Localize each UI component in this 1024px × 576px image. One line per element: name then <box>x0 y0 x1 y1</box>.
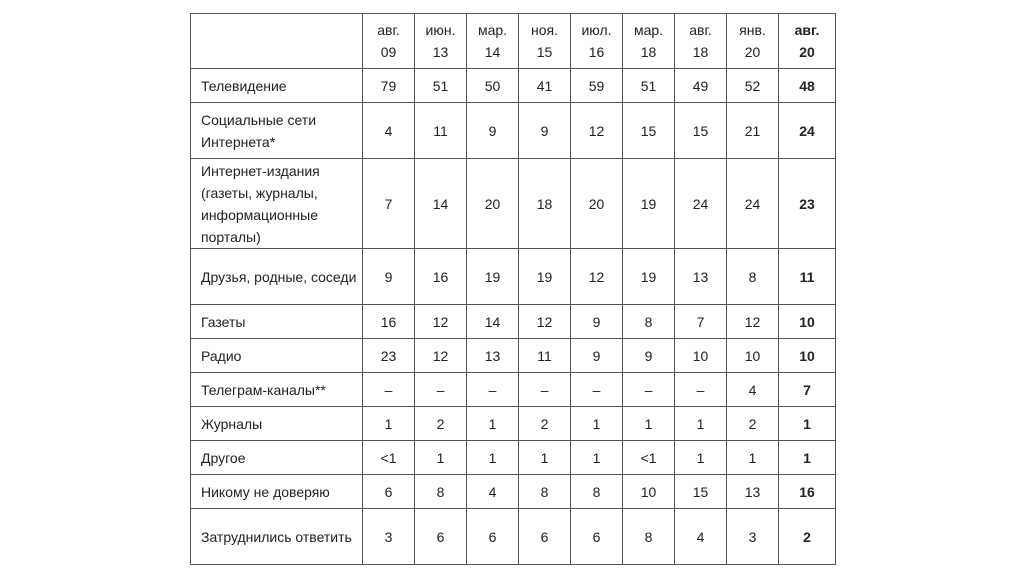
table-cell: 24 <box>675 159 727 249</box>
table-cell: 4 <box>363 103 415 159</box>
table-cell: 10 <box>675 339 727 373</box>
table-cell: 12 <box>415 305 467 339</box>
column-header <box>727 14 779 69</box>
row-label: Журналы <box>191 407 363 441</box>
table-cell: 41 <box>519 69 571 103</box>
table-cell: – <box>571 373 623 407</box>
header-row <box>191 14 836 69</box>
table-cell: <1 <box>623 441 675 475</box>
table-cell: 16 <box>363 305 415 339</box>
table-cell: 1 <box>779 441 836 475</box>
table-cell: 8 <box>415 475 467 509</box>
table-cell: 16 <box>415 249 467 305</box>
table-cell: 1 <box>467 407 519 441</box>
table-cell: 23 <box>779 159 836 249</box>
table-cell: 1 <box>623 407 675 441</box>
table-row <box>191 103 836 159</box>
table-cell: 52 <box>727 69 779 103</box>
column-header-month: авг. <box>689 22 712 38</box>
column-header-year: 14 <box>484 44 501 60</box>
row-label: Другое <box>191 441 363 475</box>
column-header <box>363 14 415 69</box>
table-cell: 3 <box>363 509 415 565</box>
table-cell: 12 <box>727 305 779 339</box>
table-cell: 12 <box>519 305 571 339</box>
corner-cell <box>191 14 363 69</box>
table-cell: 2 <box>727 407 779 441</box>
table-cell: 4 <box>727 373 779 407</box>
row-label: Друзья, родные, соседи <box>191 249 363 305</box>
table-cell: 1 <box>467 441 519 475</box>
row-label: Интернет-издания (газеты, журналы, информационные порталы) <box>191 159 363 249</box>
table-cell: 10 <box>779 305 836 339</box>
column-header-year: 20 <box>744 44 761 60</box>
table-cell: 15 <box>675 475 727 509</box>
column-header-year: 15 <box>536 44 553 60</box>
table-cell: 8 <box>623 509 675 565</box>
table-cell: 19 <box>467 249 519 305</box>
row-label: Социальные сети Интернета* <box>191 103 363 159</box>
table-cell: 10 <box>727 339 779 373</box>
table-cell: 12 <box>571 249 623 305</box>
table-row <box>191 441 836 475</box>
table-cell: 7 <box>779 373 836 407</box>
table-cell: 1 <box>415 441 467 475</box>
table-cell: 8 <box>623 305 675 339</box>
column-header-month: мар. <box>633 22 664 38</box>
table-cell: 3 <box>727 509 779 565</box>
table-cell: – <box>467 373 519 407</box>
table-row <box>191 373 836 407</box>
column-header <box>623 14 675 69</box>
table-cell: <1 <box>363 441 415 475</box>
column-header-month: ноя. <box>531 22 558 38</box>
table-cell: 9 <box>623 339 675 373</box>
row-label: Телеграм-каналы** <box>191 373 363 407</box>
table-cell: 1 <box>779 407 836 441</box>
table-cell: 1 <box>727 441 779 475</box>
table-cell: 4 <box>467 475 519 509</box>
table-cell: 23 <box>363 339 415 373</box>
table-cell: 13 <box>467 339 519 373</box>
table-cell: 11 <box>779 249 836 305</box>
survey-table <box>190 13 836 565</box>
table-cell: 9 <box>519 103 571 159</box>
column-header-month: июн. <box>425 22 456 38</box>
table-cell: 1 <box>571 407 623 441</box>
table-cell: 50 <box>467 69 519 103</box>
table-cell: 8 <box>571 475 623 509</box>
table-cell: 8 <box>727 249 779 305</box>
column-header-year: 13 <box>432 44 449 60</box>
table-cell: 6 <box>467 509 519 565</box>
table-cell: 11 <box>519 339 571 373</box>
column-header-year: 18 <box>692 44 709 60</box>
table-row <box>191 69 836 103</box>
table-cell: 19 <box>623 249 675 305</box>
table-cell: – <box>675 373 727 407</box>
table-cell: 13 <box>675 249 727 305</box>
column-header-year: 09 <box>380 44 397 60</box>
table-cell: 1 <box>675 407 727 441</box>
row-label: Телевидение <box>191 69 363 103</box>
table-cell: 2 <box>779 509 836 565</box>
table-cell: 6 <box>519 509 571 565</box>
table-cell: 4 <box>675 509 727 565</box>
table-cell: 6 <box>363 475 415 509</box>
table-cell: 14 <box>467 305 519 339</box>
table-cell: – <box>519 373 571 407</box>
table-cell: 19 <box>623 159 675 249</box>
column-header-month: авг. <box>794 22 820 38</box>
table-cell: 18 <box>519 159 571 249</box>
column-header <box>675 14 727 69</box>
table-cell: 11 <box>415 103 467 159</box>
table-cell: 9 <box>363 249 415 305</box>
table-body <box>191 69 836 565</box>
column-header <box>467 14 519 69</box>
table-cell: 51 <box>623 69 675 103</box>
table-cell: 8 <box>519 475 571 509</box>
table-cell: – <box>415 373 467 407</box>
table-cell: 19 <box>519 249 571 305</box>
column-header-month: июл. <box>581 22 612 38</box>
table-cell: – <box>623 373 675 407</box>
table-cell: 10 <box>779 339 836 373</box>
table-row <box>191 305 836 339</box>
table-row <box>191 407 836 441</box>
row-label: Никому не доверяю <box>191 475 363 509</box>
table-cell: 24 <box>779 103 836 159</box>
table-cell: 59 <box>571 69 623 103</box>
column-header <box>519 14 571 69</box>
table-cell: 7 <box>363 159 415 249</box>
table-cell: 48 <box>779 69 836 103</box>
row-label: Газеты <box>191 305 363 339</box>
table-cell: 13 <box>727 475 779 509</box>
table-cell: 6 <box>571 509 623 565</box>
table-cell: 14 <box>415 159 467 249</box>
column-header-month: авг. <box>377 22 400 38</box>
table-cell: 51 <box>415 69 467 103</box>
column-header <box>779 14 836 69</box>
column-header-year: 20 <box>799 44 815 60</box>
table-row <box>191 249 836 305</box>
table-cell: 12 <box>571 103 623 159</box>
table-cell: 9 <box>571 339 623 373</box>
column-header <box>415 14 467 69</box>
table-cell: 10 <box>623 475 675 509</box>
table-cell: 49 <box>675 69 727 103</box>
table-cell: 7 <box>675 305 727 339</box>
table-cell: 12 <box>415 339 467 373</box>
table-cell: 20 <box>467 159 519 249</box>
table-cell: 9 <box>467 103 519 159</box>
table-cell: 15 <box>623 103 675 159</box>
table-cell: 9 <box>571 305 623 339</box>
table-row <box>191 339 836 373</box>
table-cell: 24 <box>727 159 779 249</box>
row-label: Радио <box>191 339 363 373</box>
column-header-year: 16 <box>588 44 605 60</box>
table-cell: 1 <box>363 407 415 441</box>
column-header-month: мар. <box>477 22 508 38</box>
column-header-year: 18 <box>640 44 657 60</box>
table-cell: 15 <box>675 103 727 159</box>
column-header-month: янв. <box>739 22 766 38</box>
table-cell: 16 <box>779 475 836 509</box>
column-header <box>571 14 623 69</box>
table-cell: – <box>363 373 415 407</box>
table-row <box>191 509 836 565</box>
row-label: Затруднились ответить <box>191 509 363 565</box>
table-cell: 2 <box>519 407 571 441</box>
table-cell: 2 <box>415 407 467 441</box>
table-cell: 1 <box>571 441 623 475</box>
table-cell: 79 <box>363 69 415 103</box>
table-cell: 21 <box>727 103 779 159</box>
table-cell: 20 <box>571 159 623 249</box>
table-cell: 6 <box>415 509 467 565</box>
table-row <box>191 159 836 249</box>
table-cell: 1 <box>519 441 571 475</box>
table-row <box>191 475 836 509</box>
table-cell: 1 <box>675 441 727 475</box>
